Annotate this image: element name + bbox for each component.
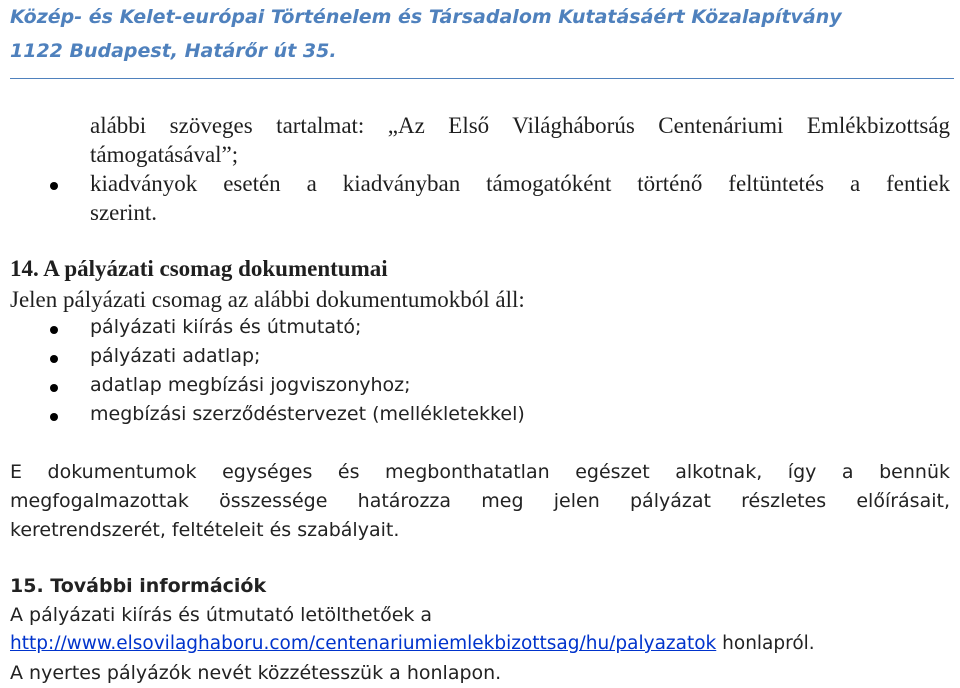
bullet-dot bbox=[50, 182, 58, 190]
section-15-line-3: A nyertes pályázók nevét közzétesszük a honlapon. bbox=[10, 662, 502, 684]
header-organization: Közép- és Kelet-európai Történelem és Társadalom Kutatásáért Közalapítvány bbox=[10, 6, 842, 28]
section-15-line-2 bbox=[10, 633, 815, 654]
document-list-item: adatlap megbízási jogviszonyhoz; bbox=[90, 374, 411, 396]
palyazatok-link[interactable]: http://www.elsovilaghaboru.com/centenariumiemlekbizottsag/hu/palyazatok bbox=[10, 633, 717, 654]
bullet-publications-line-1: kiadványok esetén a kiadványban támogatóként történő feltüntetés a fentiek bbox=[90, 171, 950, 196]
bullet-continuation-line-1: alábbi szöveges tartalmat: „Az Első Világháborús Centenáriumi Emlékbizottság bbox=[90, 113, 950, 138]
document-list-item: pályázati adatlap; bbox=[90, 345, 261, 367]
link-suffix-text: honlapról. bbox=[716, 633, 815, 654]
document-list-item: megbízási szerződéstervezet (mellékletekkel) bbox=[90, 403, 525, 425]
section-14-intro: Jelen pályázati csomag az alábbi dokumentumokból áll: bbox=[10, 287, 525, 312]
bullet-dot bbox=[50, 384, 58, 392]
document-list-item: pályázati kiírás és útmutató; bbox=[90, 316, 362, 338]
section-14-paragraph-line-2: megfogalmazottak összessége határozza meg jelen pályázat részletes előírásait, bbox=[10, 490, 950, 512]
bullet-dot bbox=[50, 355, 58, 363]
section-14-paragraph-line-3: keretrendszerét, feltételeit és szabályait. bbox=[10, 519, 400, 541]
header-address: 1122 Budapest, Határőr út 35. bbox=[10, 40, 337, 62]
bullet-dot bbox=[50, 326, 58, 334]
bullet-publications-line-2: szerint. bbox=[90, 200, 158, 225]
bullet-continuation-line-2: támogatásával”; bbox=[90, 142, 239, 167]
section-15-line-1: A pályázati kiírás és útmutató letölthetőek a bbox=[10, 604, 433, 626]
section-15-title: 15. További információk bbox=[10, 575, 267, 597]
section-14-paragraph-line-1: E dokumentumok egységes és megbonthatatlan egészet alkotnak, így a bennük bbox=[10, 461, 950, 483]
section-14-title: 14. A pályázati csomag dokumentumai bbox=[10, 256, 388, 281]
bullet-dot bbox=[50, 413, 58, 421]
header-divider bbox=[10, 78, 954, 79]
